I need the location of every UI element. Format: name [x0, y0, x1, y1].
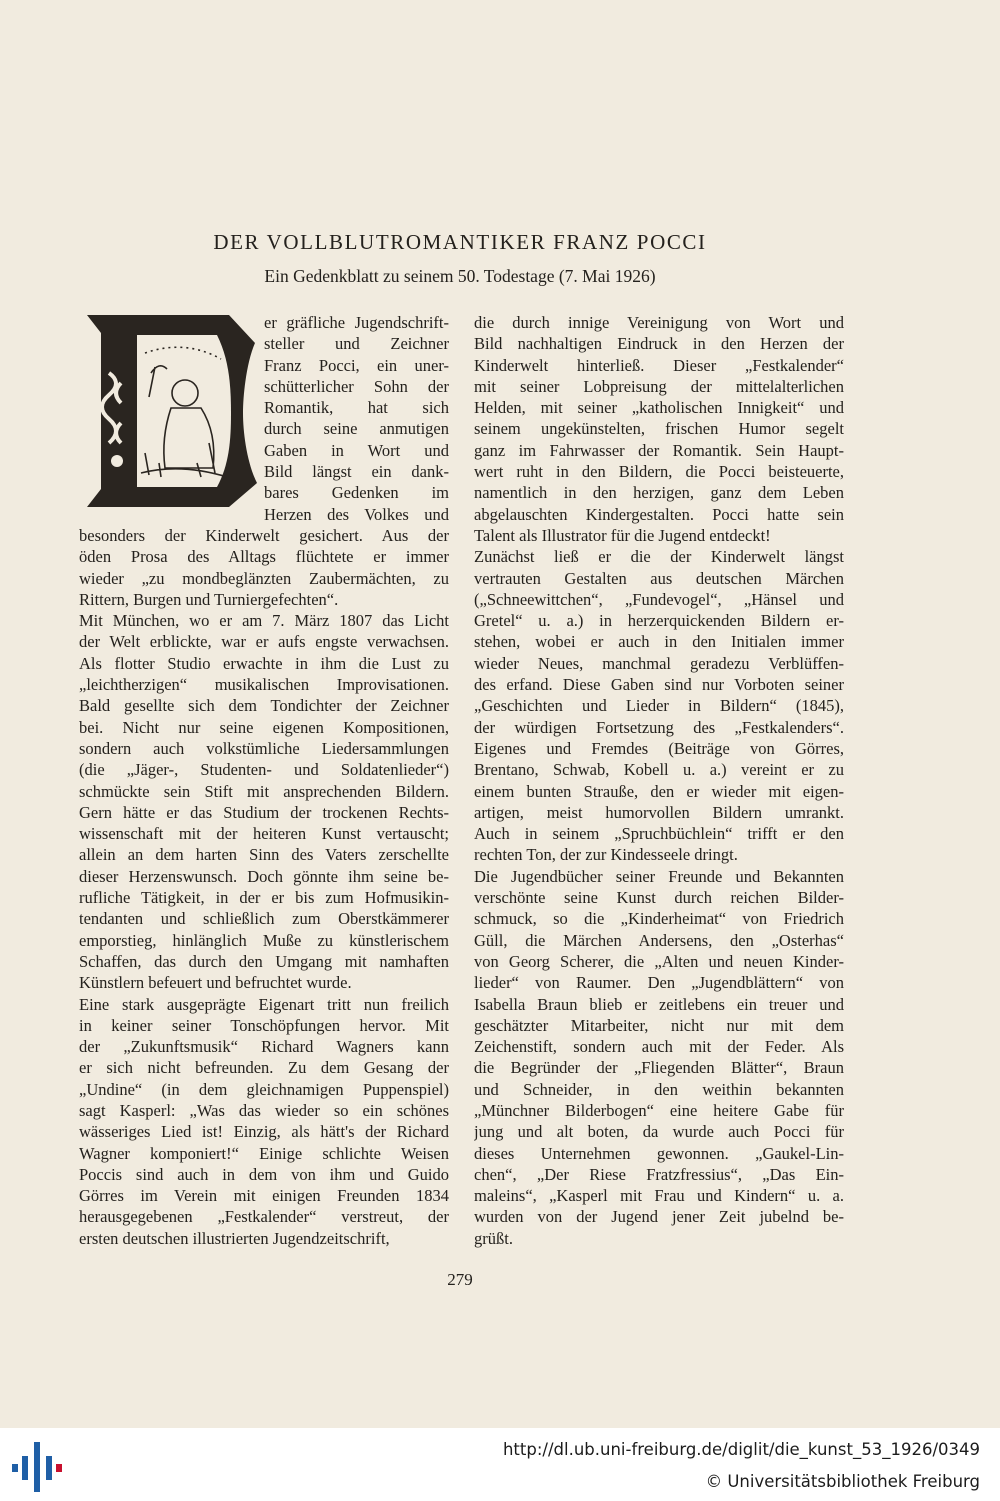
right-column-line: Zunächst ließ er die der Kinderwelt längst [474, 547, 844, 567]
right-column-line: maleins“, „Kasperl mit Frau und Kindern“ u. a. [474, 1186, 844, 1206]
right-column-line: abgelauschten Kindergestalten. Pocci hatte sein [474, 504, 844, 524]
left-column-line: tendanten und schließlich zum Oberstkämmerer [79, 909, 449, 929]
right-column-line: Güll, die Märchen Andersens, den „Osterhas“ [474, 930, 844, 950]
right-column-line: rechten Ton, der zur Kindesseele dringt. [474, 845, 738, 865]
left-column-line: wässeriges Lied ist! Einzig, als hätt's der Richard [79, 1122, 449, 1142]
right-column-line: seinem ungekünstelten, frischen Humor segelt [474, 419, 844, 439]
left-column-line: bares Gedenken im [264, 483, 449, 503]
left-column-line: rufliche Tätigkeit, in der er bis zum Hofmusikin- [79, 888, 449, 908]
left-column-line: er sich nicht befreunden. Zu dem Gesang der [79, 1058, 449, 1078]
left-column-line: öden Prosa des Alltags flüchtete er immer [79, 547, 449, 567]
left-column-line: der Welt erblickte, war er aufs engste verwachsen. [79, 632, 449, 652]
left-column-line: „leichtherzigen“ musikalischen Improvisationen. [79, 675, 449, 695]
left-column-line: bei. Nicht nur seine eigenen Kompositionen, [79, 717, 449, 737]
left-column-line: der „Zukunftsmusik“ Richard Wagners kann [79, 1037, 449, 1057]
right-column-line: Gretel“ u. a.) in herzerquickenden Bildern er- [474, 611, 844, 631]
right-column-line: grüßt. [474, 1228, 513, 1248]
right-column-line: Zeichenstift, sondern auch mit der Feder. Als [474, 1037, 844, 1057]
right-column-line: „Münchner Bilderbogen“ eine heitere Gabe für [474, 1100, 844, 1120]
right-column-line: ganz im Fahrwasser der Romantik. Sein Haupt- [474, 440, 844, 460]
left-column-line: durch seine anmutigen [264, 419, 449, 439]
right-column-line: des erfand. Diese Gaben sind nur Vorboten seiner [474, 675, 844, 695]
right-column-line: lieder“ von Raumer. Den „Jugendblättern“ von [474, 973, 844, 993]
left-column-line: wieder „zu mondbeglänzten Zaubermächten, zu [79, 568, 449, 588]
left-column-line: Franz Pocci, ein uner- [264, 355, 449, 375]
left-column-line: er gräfliche Jugendschrift- [264, 313, 449, 332]
right-column-line: mit seiner Lobpreisung der mittelalterlichen [474, 376, 844, 396]
right-column-line: stehen, wobei er auch in den Initialen immer [474, 632, 844, 652]
right-column-line: Brentano, Schwab, Kobell u. a.) vereint er zu [474, 760, 844, 780]
left-column-line: Mit München, wo er am 7. März 1807 das Licht [79, 611, 449, 631]
right-column-line: von Georg Scherer, die „Alten und neuen Kinder- [474, 951, 844, 971]
left-column-line: schütterlicher Sohn der [264, 376, 449, 396]
left-column-line: Schaffen, das durch den Umgang mit namhaften [79, 951, 449, 971]
left-column-line: (die „Jäger-, Studenten- und Soldatenlieder“) [79, 760, 449, 780]
left-column-line: Poccis sind auch in dem von ihm und Guido [79, 1164, 449, 1184]
right-column-line: jung und alt boten, da wurde auch Pocci für [474, 1122, 844, 1142]
left-column-line: sagt Kasperl: „Was das wieder so ein schönes [79, 1100, 449, 1120]
left-column-line: besonders der Kinderwelt gesichert. Aus der [79, 525, 449, 545]
left-column-line: Künstlern befeuert und befruchtet wurde. [79, 973, 352, 993]
right-column-line: Isabella Braun blieb er zeitlebens ein treuer und [474, 994, 844, 1014]
right-column-line: Helden, mit seiner „katholischen Innigkeit“ und [474, 398, 844, 418]
left-column-line: ersten deutschen illustrierten Jugendzeitschrift, [79, 1228, 390, 1248]
right-column-line: Kinderwelt hinterließ. Dieser „Festkalender“ [474, 355, 844, 375]
left-column-line: steller und Zeichner [264, 334, 449, 354]
source-url-link[interactable]: http://dl.ub.uni-freiburg.de/diglit/die_kunst_53_1926/0349 [502, 1440, 980, 1459]
left-column-line: Görres im Verein mit einigen Freunden 1834 [79, 1186, 449, 1206]
left-column-line: Als flotter Studio erwachte in ihm die Lust zu [79, 653, 449, 673]
page-number: 279 [447, 1270, 473, 1289]
right-column-line: Die Jugendbücher seiner Freunde und Bekannten [474, 866, 844, 886]
left-column-line: Rittern, Burgen und Turniergefechten“. [79, 589, 339, 609]
article-title: DER VOLLBLUTROMANTIKER FRANZ POCCI [213, 230, 707, 254]
right-column-line: „Geschichten und Lieder in Bildern“ (1845), [474, 696, 844, 716]
left-column-line: in keiner seiner Tonschöpfungen hervor. Mit [79, 1015, 449, 1035]
left-column-line: Bild längst ein dank- [264, 462, 449, 482]
right-column-line: namentlich in den herzigen, ganz dem Leben [474, 483, 844, 503]
right-column-line: artigen, meist humorvollen Bildern umrankt. [474, 802, 844, 822]
right-column-line: die Begründer der „Fliegenden Blätter“, Braun [474, 1058, 844, 1078]
right-column-line: schmuck, so die „Kinderheimat“ von Friedrich [474, 909, 844, 929]
right-column-line: geschätzter Mitarbeiter, nicht nur mit dem [474, 1015, 844, 1035]
right-column-line: verschönte seine Kunst durch reichen Bilder- [474, 888, 844, 908]
right-column-line: wert ruht in den Bildern, die Pocci beisteuerte, [474, 462, 844, 482]
right-column-line: Bild nachhaltigen Eindruck in den Herzen der [474, 334, 844, 354]
left-column-line: Gaben in Wort und [264, 440, 449, 460]
left-column-line: allein an dem harten Sinn des Vaters zerschellte [79, 845, 449, 865]
right-column-line: wieder Neues, manchmal geradezu Verblüffen- [474, 653, 844, 673]
ub-freiburg-logo-icon [10, 1442, 64, 1492]
right-column-line: und Schneider, in den weithin bekannten [474, 1079, 844, 1099]
right-column-line: Auch in seinem „Spruchbüchlein“ trifft er den [474, 824, 844, 844]
left-column-line: wissenschaft mit der heiteren Kunst vertauscht; [79, 824, 449, 844]
left-column-line: emporstieg, hinlänglich Muße zu künstlerischem [79, 930, 449, 950]
right-text-column [474, 312, 844, 1249]
article-subtitle: Ein Gedenkblatt zu seinem 50. Todestage (7. Mai 1926) [264, 266, 656, 286]
left-column-line: Herzen des Volkes und [264, 504, 449, 524]
right-column-line: Eigenes und Fremdes (Beiträge von Görres, [474, 738, 844, 758]
right-column-line: einem bunten Strauße, den er wieder mit eigen- [474, 781, 844, 801]
copyright-notice: © Universitätsbibliothek Freiburg [705, 1472, 980, 1491]
right-column-line: dieses Unternehmen gewonnen. „Gaukel-Lin- [474, 1143, 844, 1163]
left-column-line: Gern hätte er das Studium der trockenen Rechts- [79, 802, 449, 822]
right-column-line: chen“, „Der Riese Fratzfressius“, „Das Ein- [474, 1164, 844, 1184]
left-column-line: sondern auch volkstümliche Liedersammlungen [79, 738, 449, 758]
right-column-line: der würdigen Fortsetzung des „Festkalenders“. [474, 717, 844, 737]
left-column-line: dieser Herzenswunsch. Doch gönnte ihm seine be- [79, 866, 449, 886]
library-footer [0, 1428, 1000, 1501]
left-column-line: Bald gesellte sich dem Tondichter der Zeichner [79, 696, 449, 716]
right-column-line: („Schneewittchen“, „Fundevogel“, „Hänsel und [474, 589, 844, 609]
right-column-line: vertrauten Gestalten aus deutschen Märchen [474, 568, 844, 588]
left-column-line: herausgegebenen „Festkalender“ verstreut, der [79, 1207, 449, 1227]
left-column-line: schmückte sein Stift mit ansprechenden Bildern. [79, 781, 449, 801]
right-column-line: wurden von der Jugend jener Zeit jubelnd be- [474, 1207, 844, 1227]
right-column-line: Talent als Illustrator für die Jugend entdeckt! [474, 525, 771, 545]
left-column-line: Wagner komponiert!“ Einige schlichte Weisen [79, 1143, 449, 1163]
right-column-line: die durch innige Vereinigung von Wort und [474, 313, 844, 332]
left-text-column [79, 312, 449, 1249]
left-column-line: Romantik, hat sich [264, 398, 449, 418]
left-column-line: „Undine“ (in dem gleichnamigen Puppenspiel) [79, 1079, 449, 1099]
left-column-line: Eine stark ausgeprägte Eigenart tritt nun freilich [79, 994, 449, 1014]
